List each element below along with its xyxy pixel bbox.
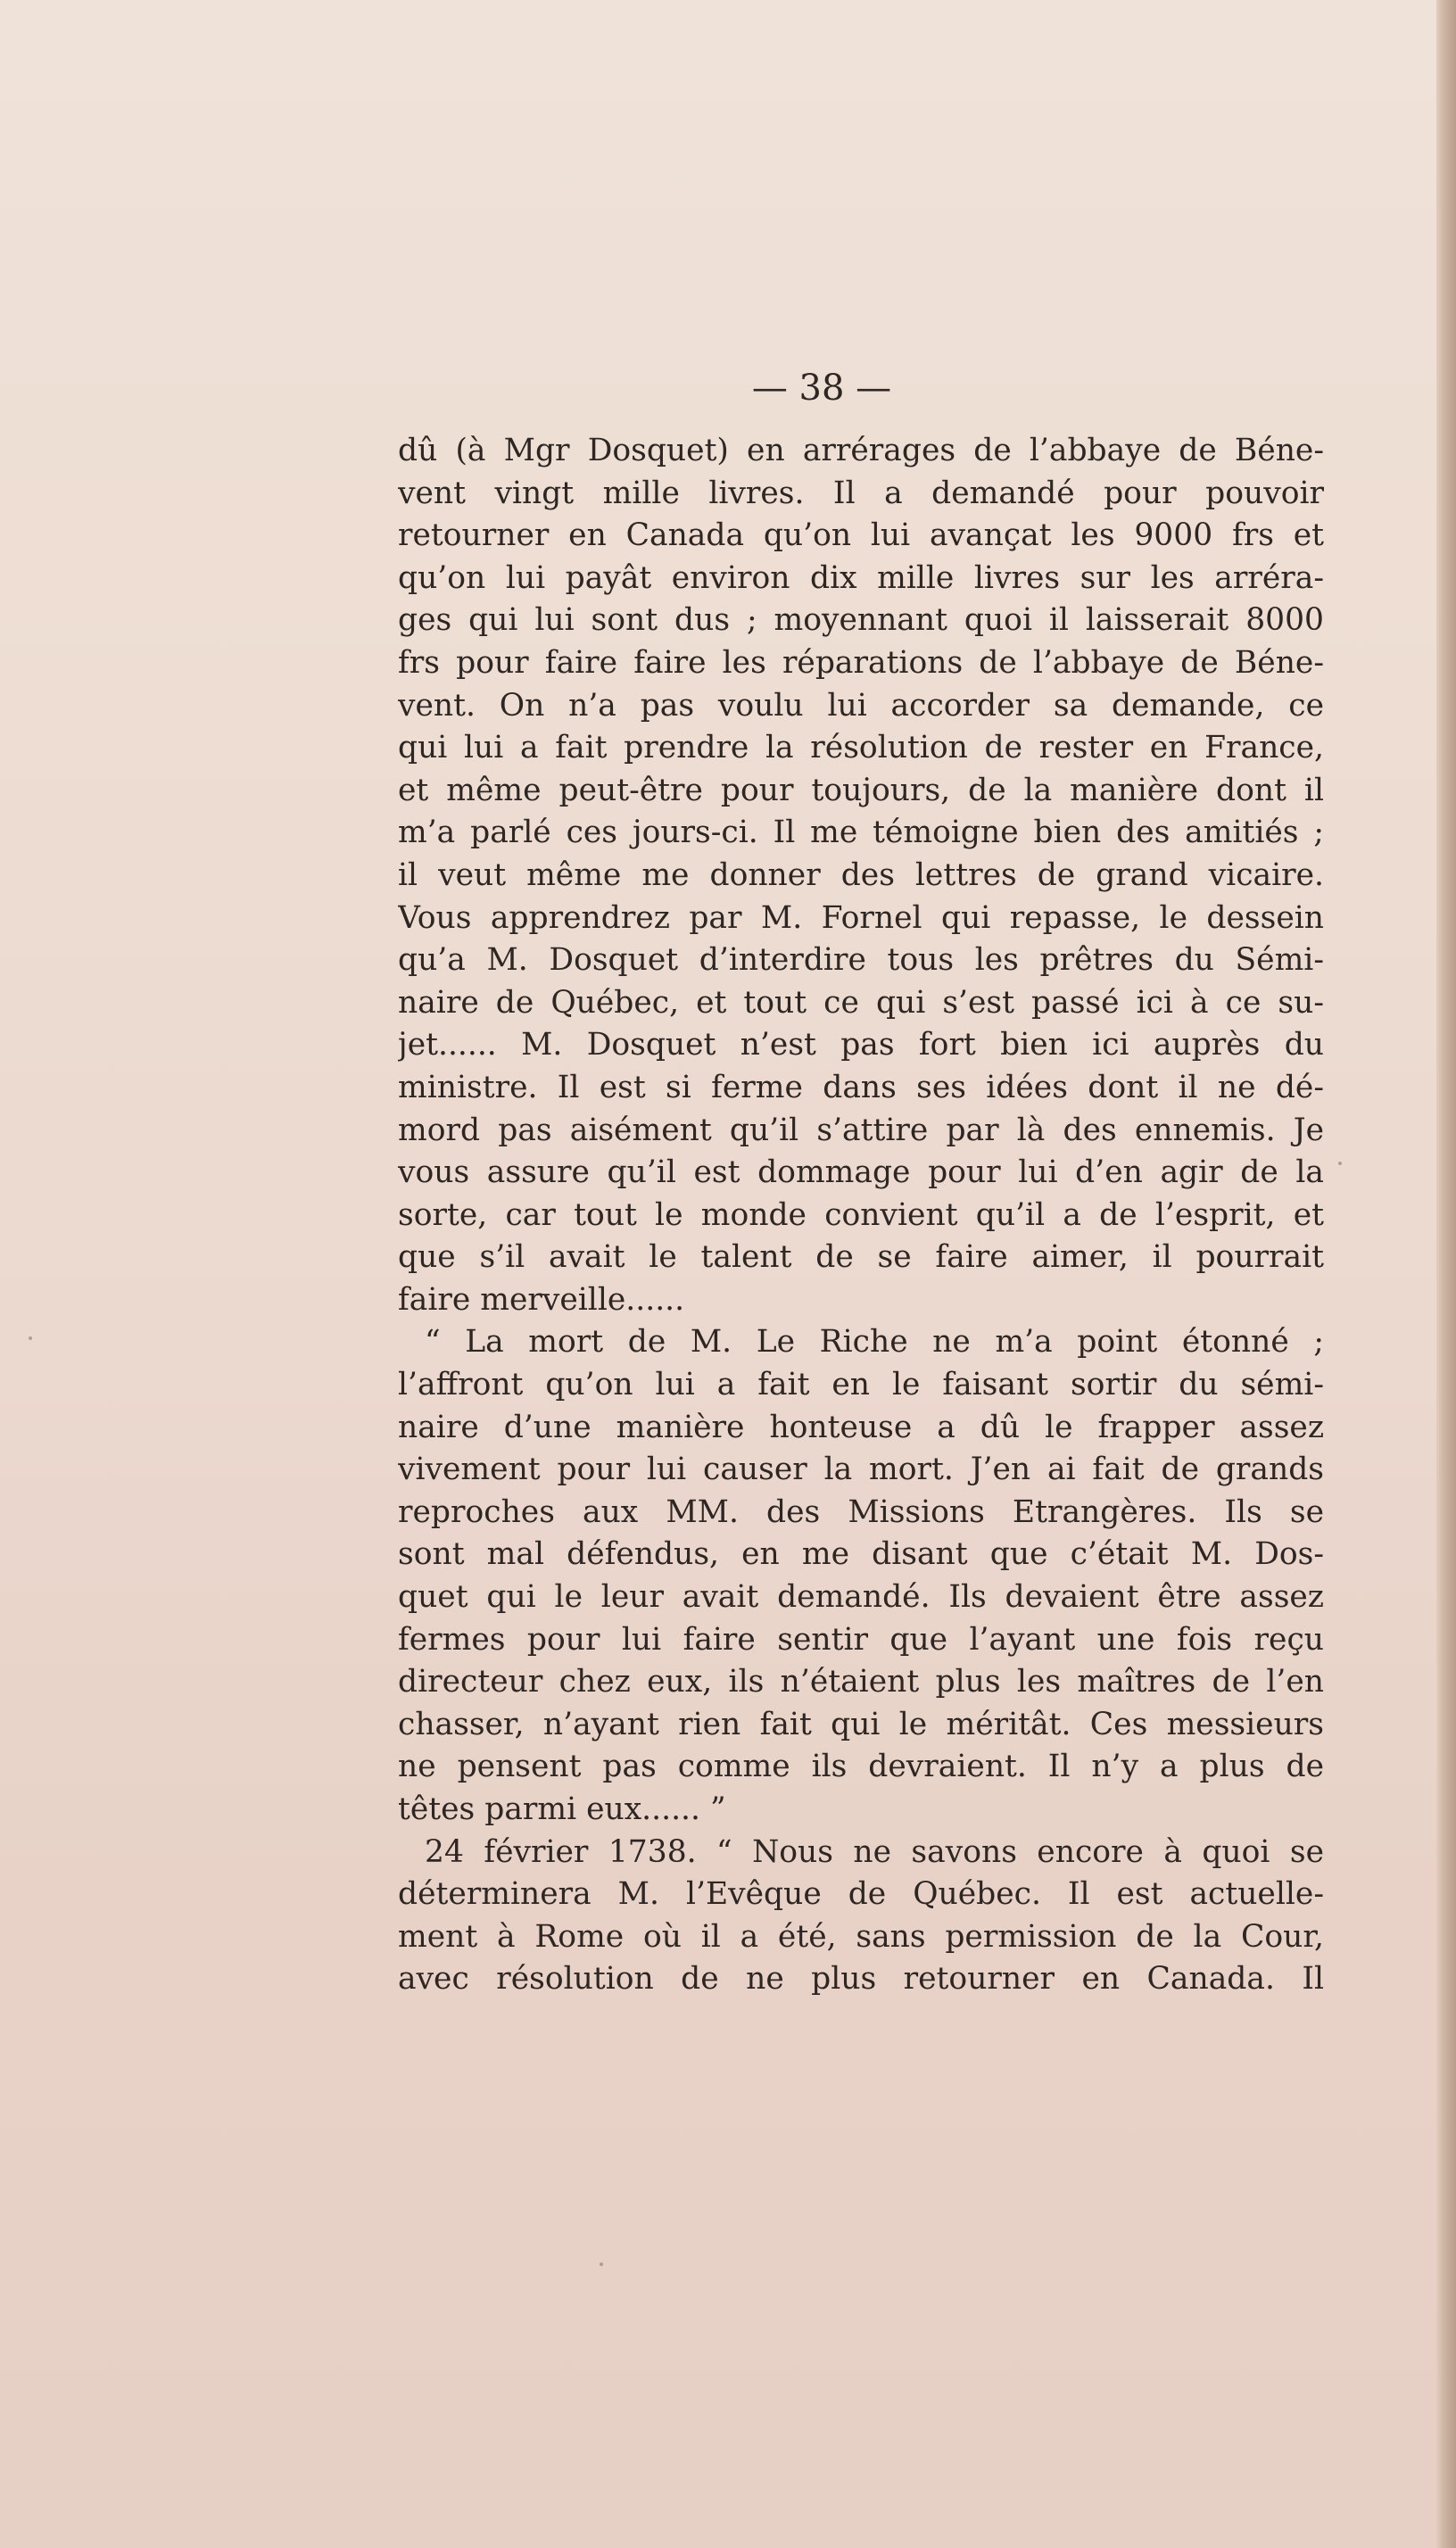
text-line: jet...... M. Dosquet n’est pas fort bien ici auprès du bbox=[398, 1027, 1324, 1063]
text-line: sont mal défendus, en me disant que c’était M. Dos- bbox=[398, 1536, 1324, 1573]
text-line: “ La mort de M. Le Riche ne m’a point étonné ; bbox=[425, 1324, 1324, 1361]
paper-speck bbox=[29, 1336, 32, 1340]
text-line: vous assure qu’il est dommage pour lui d’en agir de la bbox=[398, 1154, 1324, 1191]
text-line: et même peut-être pour toujours, de la manière dont il bbox=[398, 772, 1324, 808]
body-text bbox=[398, 430, 1324, 2001]
text-line: il veut même me donner des lettres de grand vicaire. bbox=[398, 856, 1324, 893]
text-line: sorte, car tout le monde convient qu’il a de l’esprit, et bbox=[398, 1196, 1324, 1233]
text-line: avec résolution de ne plus retourner en Canada. Il bbox=[398, 1961, 1324, 1998]
text-line: ges qui lui sont dus ; moyennant quoi il laisserait 8000 bbox=[398, 602, 1324, 639]
text-line: ministre. Il est si ferme dans ses idées dont il ne dé- bbox=[398, 1069, 1324, 1105]
text-line: ne pensent pas comme ils devraient. Il n’y a plus de bbox=[398, 1749, 1324, 1785]
page-number: — 38 — bbox=[751, 368, 892, 409]
text-line: directeur chez eux, ils n’étaient plus les maîtres de l’en bbox=[398, 1664, 1324, 1700]
text-line: vivement pour lui causer la mort. J’en ai fait de grands bbox=[398, 1452, 1324, 1488]
text-line: fermes pour lui faire sentir que l’ayant une fois reçu bbox=[398, 1621, 1324, 1658]
paper-speck bbox=[1338, 1162, 1342, 1165]
text-line: 24 février 1738. “ Nous ne savons encore à quoi se bbox=[425, 1833, 1324, 1870]
text-line: naire de Québec, et tout ce qui s’est passé ici à ce su- bbox=[398, 984, 1324, 1021]
text-line: retourner en Canada qu’on lui avançat les 9000 frs et bbox=[398, 517, 1324, 554]
text-line: faire merveille...... bbox=[398, 1281, 685, 1318]
text-line: m’a parlé ces jours-ci. Il me témoigne bien des amitiés ; bbox=[398, 815, 1324, 851]
text-line: Vous apprendrez par M. Fornel qui repasse, le dessein bbox=[398, 899, 1324, 936]
text-line: déterminera M. l’Evêque de Québec. Il est actuelle- bbox=[398, 1876, 1324, 1913]
text-line: qu’on lui payât environ dix mille livres sur les arréra- bbox=[398, 559, 1324, 596]
text-line: mord pas aisément qu’il s’attire par là des ennemis. Je bbox=[398, 1112, 1324, 1148]
text-line: l’affront qu’on lui a fait en le faisant sortir du sémi- bbox=[398, 1367, 1324, 1403]
paper-speck bbox=[600, 2263, 603, 2266]
text-line: quet qui le leur avait demandé. Ils devaient être assez bbox=[398, 1579, 1324, 1616]
text-line: vent vingt mille livres. Il a demandé pour pouvoir bbox=[398, 475, 1324, 511]
text-line: naire d’une manière honteuse a dû le frapper assez bbox=[398, 1409, 1324, 1445]
text-line: vent. On n’a pas voulu lui accorder sa demande, ce bbox=[398, 687, 1324, 724]
text-line: têtes parmi eux...... ” bbox=[398, 1791, 726, 1827]
text-line: dû (à Mgr Dosquet) en arrérages de l’abbaye de Béne- bbox=[398, 433, 1324, 468]
text-line: reproches aux MM. des Missions Etrangères. Ils se bbox=[398, 1493, 1324, 1530]
text-line: frs pour faire faire les réparations de l’abbaye de Béne- bbox=[398, 644, 1324, 681]
text-line: chasser, n’ayant rien fait qui le méritât. Ces messieurs bbox=[398, 1706, 1324, 1742]
text-line: qui lui a fait prendre la résolution de rester en France, bbox=[398, 730, 1324, 766]
text-line: que s’il avait le talent de se faire aimer, il pourrait bbox=[398, 1239, 1324, 1276]
text-line: qu’a M. Dosquet d’interdire tous les prêtres du Sémi- bbox=[398, 942, 1324, 979]
text-line: ment à Rome où il a été, sans permission de la Cour, bbox=[398, 1918, 1324, 1955]
